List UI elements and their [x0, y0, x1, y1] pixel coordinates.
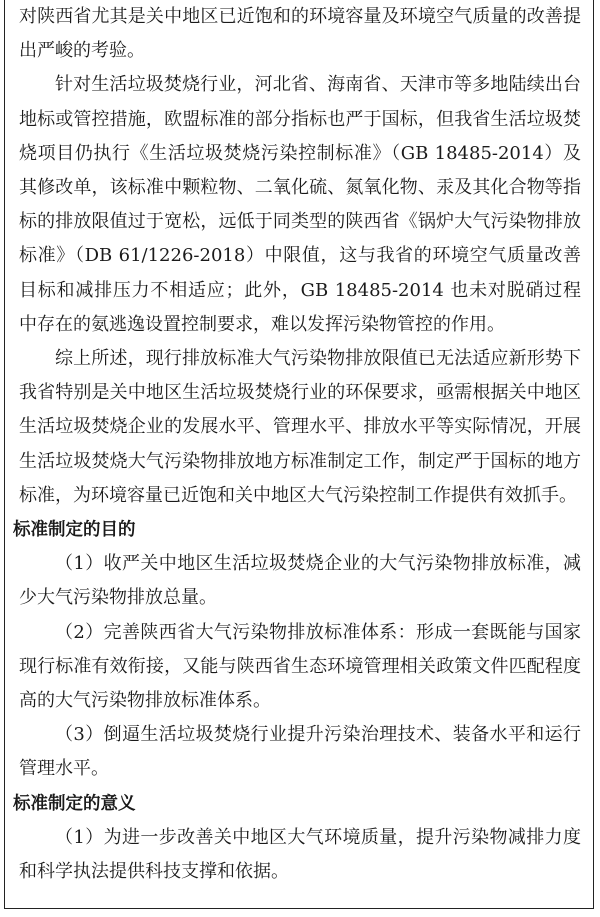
significance-item-1: （1）为进一步改善关中地区大气环境质量，提升污染物减排力度和科学执法提供科技支撑和依据。 — [19, 826, 581, 883]
section-heading-purpose: 标准制定的目的 — [13, 520, 136, 541]
section-heading-significance: 标准制定的意义 — [13, 793, 136, 814]
purpose-item-1: （1）收严关中地区生活垃圾焚烧企业的大气污染物排放标准，减少大气污染物排放总量。 — [19, 553, 581, 609]
document-body — [13, 0, 581, 889]
document-page — [4, 0, 594, 909]
purpose-item-2: （2）完善陕西省大气污染物排放标准体系：形成一套既能与国家现行标准有效衔接，又能与陕西省生态环境管理相关政策文件匹配程度高的大气污染物排放标准体系。 — [19, 621, 581, 712]
paragraph-3: 综上所述，现行排放标准大气污染物排放限值已无法适应新形势下我省特别是关中地区生活垃圾焚烧行业的环保要求，亟需根据关中地区生活垃圾焚烧企业的发展水平、管理水平、排放水平等实际情况，开展生活垃圾焚烧大气污染物排放地方标准制定工作，制定严于国标的地方标准，为环境容量已近饱和关中地区大气污染控制工作提供有效抓手。 — [19, 348, 581, 506]
paragraph-2: 针对生活垃圾焚烧行业，河北省、海南省、天津市等多地陆续出台地标或管控措施，欧盟标准的部分指标也严于国标，但我省生活垃圾焚烧项目仍执行《生活垃圾焚烧污染控制标准》（GB 18485-2014）及其修改单，该标准中颗粒物、二氧化硫、氮氧化物、汞及其化合物等指标的排放限值过于宽松，远低于同类型的陕西省《锅炉大气污染物排放标准》（DB 61/1226-2018）中限值，这与我省的环境空气质量改善目标和减排压力不相适应；此外，GB 18485-2014 也未对脱硝过程中存在的氨逃逸设置控制要求，难以发挥污染物管控的作用。 — [19, 74, 581, 335]
purpose-item-3: （3）倒逼生活垃圾焚烧行业提升污染治理技术、装备水平和运行管理水平。 — [19, 724, 581, 780]
paragraph-1: 对陕西省尤其是关中地区已近饱和的环境容量及环境空气质量的改善提出严峻的考验。 — [19, 6, 581, 62]
